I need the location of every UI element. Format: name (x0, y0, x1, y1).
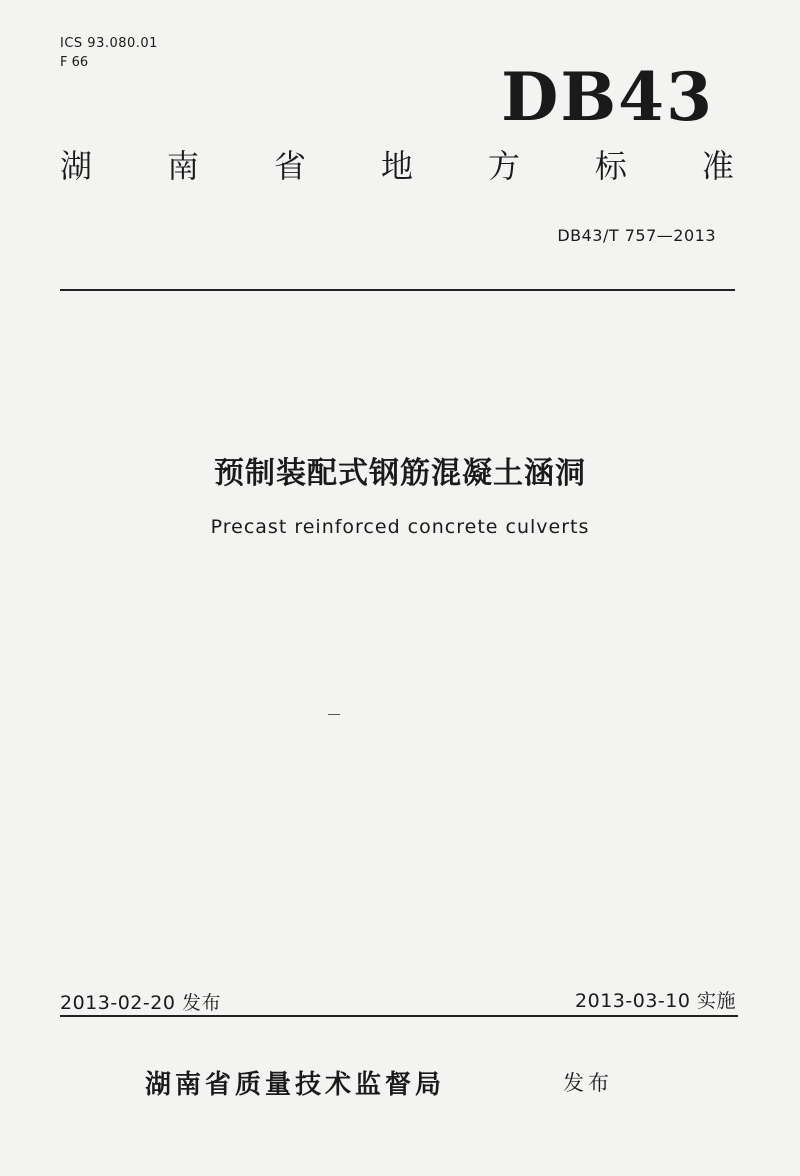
issuing-authority: 湖南省质量技术监督局 (145, 1070, 446, 1100)
publish-date: 2013-02-20 发布 (60, 992, 221, 1014)
title-chinese: 预制装配式钢筋混凝土涵洞 (214, 456, 586, 491)
issue-label: 发布 (563, 1071, 613, 1095)
title-english: Precast reinforced concrete culverts (210, 516, 590, 538)
scan-mark (328, 714, 340, 715)
standard-type-char: 南 (166, 147, 199, 185)
classification-code: F 66 (60, 55, 89, 70)
standard-type-char: 准 (701, 147, 734, 185)
standard-type-char: 方 (487, 147, 520, 185)
standard-type-char: 省 (273, 147, 306, 185)
bottom-divider (60, 1015, 738, 1017)
db43-logo: DB43 (501, 58, 714, 136)
implement-date: 2013-03-10 实施 (575, 990, 736, 1012)
standard-type-char: 标 (594, 147, 627, 185)
ics-code: ICS 93.080.01 (60, 36, 158, 51)
standard-type-char: 地 (380, 147, 413, 185)
standard-number: DB43/T 757—2013 (557, 226, 716, 245)
standard-type-char: 湖 (60, 147, 93, 185)
standard-type-heading (60, 147, 734, 185)
top-divider (60, 289, 735, 291)
